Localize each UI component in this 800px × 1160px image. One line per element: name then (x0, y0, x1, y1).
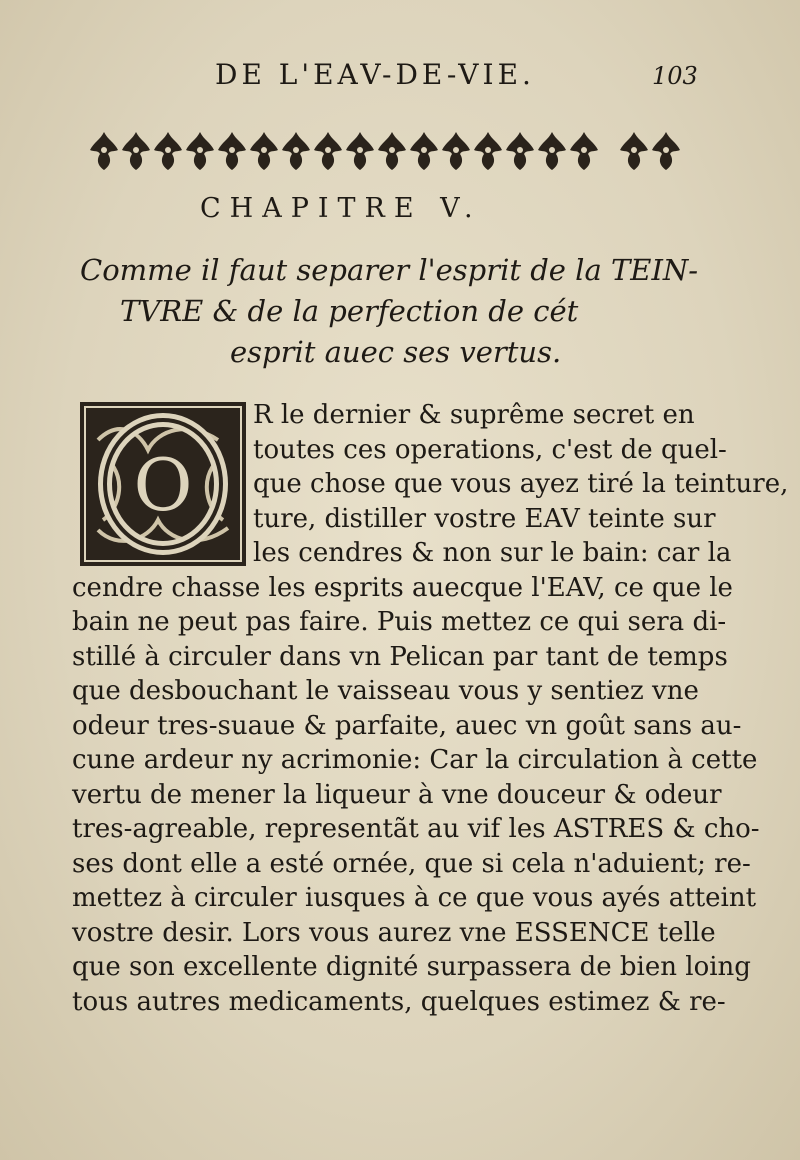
text-line: vertu de mener la liqueur à vne douceur & odeur (72, 779, 722, 810)
fleuron-ornament-band (88, 128, 688, 172)
text-line: ses dont elle a esté ornée, que si cela n'aduient; re- (72, 848, 751, 879)
text-line: que son excellente dignité surpassera de bien loing (72, 952, 751, 982)
text-line: stillé à circuler dans vn Pelican par tant de temps (72, 641, 728, 672)
body-text (0, 398, 800, 1019)
text-line: tous autres medicaments, quelques estimez & re- (72, 986, 726, 1017)
text-line: R le dernier & suprême secret en (253, 400, 695, 430)
text-line: bain ne peut pas faire. Puis mettez ce qui sera di- (72, 607, 727, 637)
subtitle-line: TVRE & de la perfection de cét (120, 294, 579, 328)
page-number: 103 (652, 62, 698, 90)
text-line: que desbouchant le vaisseau vous y sentiez vne (72, 676, 699, 706)
text-line: odeur tres-suaue & parfaite, auec vn goût sans au- (72, 710, 742, 741)
text-line: ture, distiller vostre EAV teinte sur (253, 503, 716, 534)
text-line: toutes ces operations, c'est de quel- (253, 434, 727, 465)
chapter-subtitle (80, 250, 700, 373)
subtitle-line: Comme il faut separer l'esprit de la TEIN- (80, 253, 699, 287)
text-line: mettez à circuler iusques à ce que vous ayés atteint (72, 883, 757, 913)
text-line: cendre chasse les esprits auecque l'EAV, ce que le (72, 572, 733, 603)
text-line: tres-agreable, representãt au vif les ASTRES & cho- (72, 814, 760, 844)
text-line: les cendres & non sur le bain: car la (253, 538, 732, 568)
subtitle-line: esprit auec ses vertus. (230, 335, 562, 369)
text-line: vostre desir. Lors vous aurez vne ESSENCE telle (72, 917, 716, 948)
text-line: cune ardeur ny acrimonie: Car la circulation à cette (72, 745, 758, 775)
text-line: que chose que vous ayez tiré la teinture, (253, 469, 789, 499)
chapter-heading: CHAPITRE V. (200, 193, 482, 224)
running-head: DE L'EAV-DE-VIE. (215, 58, 535, 91)
drop-cap-letter: O (133, 443, 193, 527)
